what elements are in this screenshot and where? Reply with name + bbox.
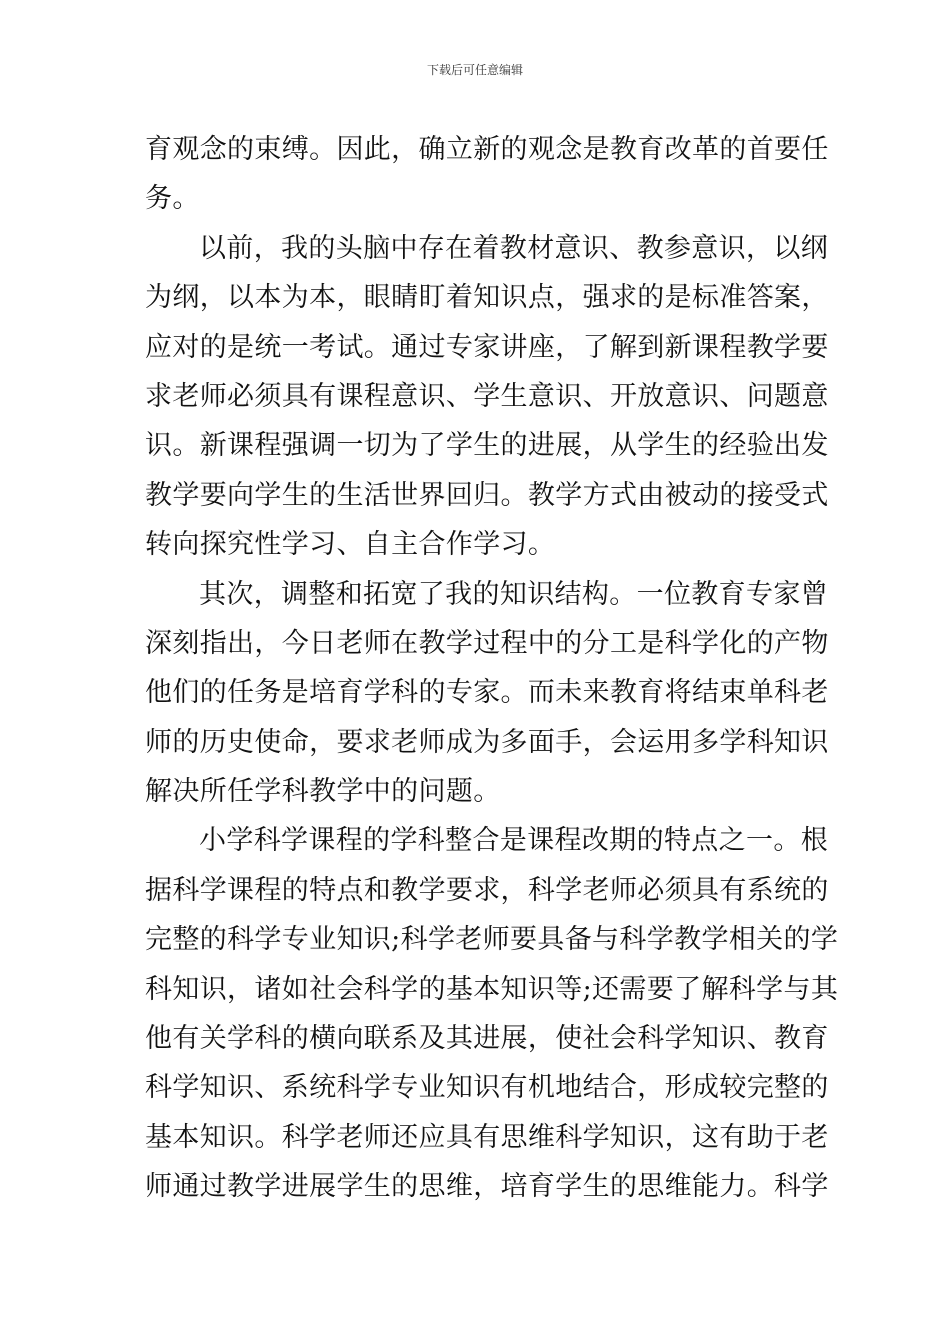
text-line: 科知识，诸如社会科学的基本知识等;还需要了解科学与其	[145, 973, 839, 1005]
text-line: 转向探究性学习、自主合作学习。	[145, 529, 556, 561]
text-line: 基本知识。科学老师还应具有思维科学知识，这有助于老	[145, 1121, 829, 1153]
text-line: 据科学课程的特点和教学要求，科学老师必须具有系统的	[145, 874, 829, 906]
text-line: 其次，调整和拓宽了我的知识结构。一位教育专家曾	[199, 578, 829, 610]
text-line: 完整的科学专业知识;科学老师要具备与科学教学相关的学	[145, 924, 839, 956]
text-line: 他们的任务是培育学科的专家。而未来教育将结束单科老	[145, 677, 829, 709]
text-line: 师的历史使命，要求老师成为多面手，会运用多学科知识	[145, 726, 829, 758]
text-line: 应对的是统一考试。通过专家讲座，了解到新课程教学要	[145, 331, 829, 363]
text-line: 务。	[145, 183, 200, 215]
page-header: 下载后可任意编辑	[426, 63, 523, 77]
text-line: 深刻指出，今日老师在教学过程中的分工是科学化的产物	[145, 627, 829, 659]
text-line: 师通过教学进展学生的思维，培育学生的思维能力。科学	[145, 1171, 829, 1203]
text-line: 他有关学科的横向联系及其进展，使社会科学知识、教育	[145, 1023, 829, 1055]
text-line: 求老师必须具有课程意识、学生意识、开放意识、问题意	[145, 380, 829, 412]
text-line: 科学知识、系统科学专业知识有机地结合，形成较完整的	[145, 1072, 829, 1104]
text-line: 识。新课程强调一切为了学生的进展，从学生的经验出发	[145, 430, 829, 462]
text-line: 育观念的束缚。因此，确立新的观念是教育改革的首要任	[145, 134, 829, 165]
text-line: 解决所任学科教学中的问题。	[145, 776, 501, 808]
document-body	[145, 125, 839, 1212]
text-line: 为纲，以本为本，眼睛盯着知识点，强求的是标准答案，	[145, 282, 829, 314]
text-line: 教学要向学生的生活世界回归。教学方式由被动的接受式	[145, 479, 829, 511]
text-line: 以前，我的头脑中存在着教材意识、教参意识，以纲	[199, 232, 829, 264]
text-line: 小学科学课程的学科整合是课程改期的特点之一。根	[199, 825, 829, 857]
